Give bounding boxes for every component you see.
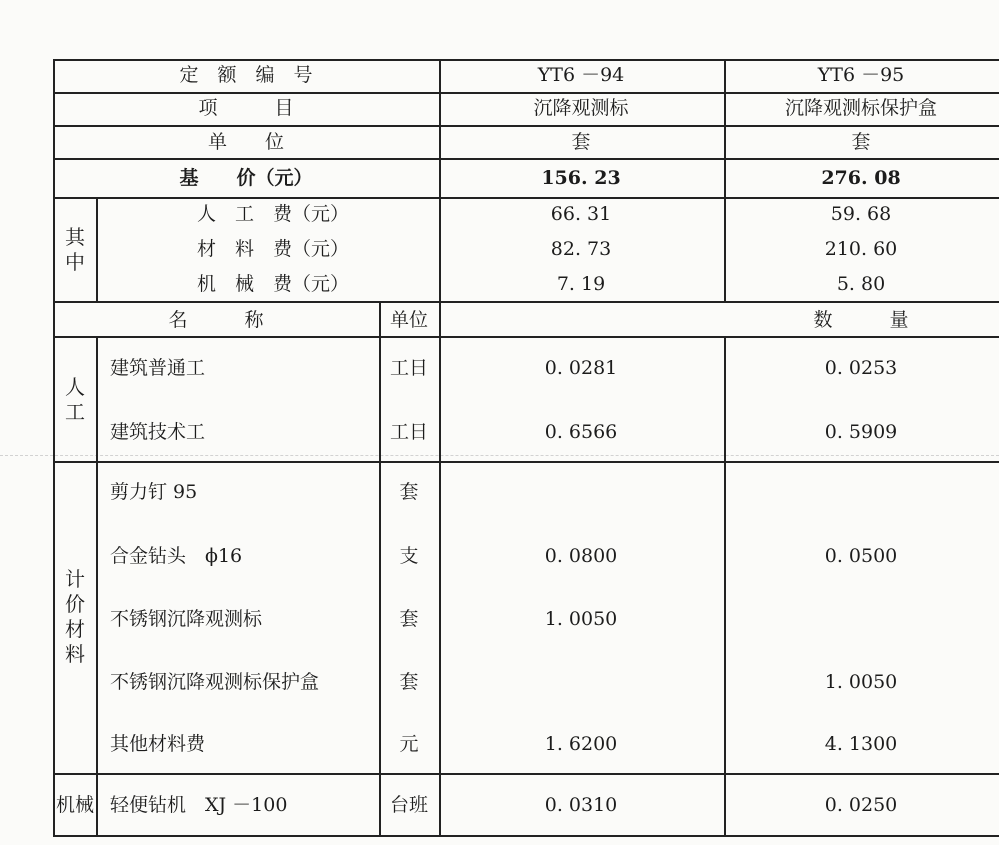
label-column-rule	[439, 59, 441, 837]
base-price-col1: 156. 23	[541, 167, 621, 189]
item-name-col1: 沉降观测标	[533, 97, 629, 119]
row-qty-col2: 1. 0050	[824, 671, 898, 693]
group-column-rule	[96, 336, 98, 837]
machine-cost-label: 机 械 费（元）	[196, 273, 350, 295]
base-price-label: 基 价（元）	[179, 167, 313, 189]
row-qty-col2: 0. 0250	[824, 794, 898, 816]
row-qty-col2: 0. 0253	[824, 357, 898, 379]
row-unit: 台班	[389, 794, 429, 816]
material-name: 合金钻头 ϕ16	[110, 545, 243, 567]
machine-cost-col2: 5. 80	[836, 273, 886, 295]
machinery-group-label: 机械	[55, 794, 95, 816]
row-unit: 元	[399, 733, 419, 755]
table-top-border	[53, 59, 999, 61]
row-rule	[53, 461, 999, 463]
material-name: 剪力钉 95	[110, 481, 198, 503]
labor-cost-col1: 66. 31	[550, 203, 612, 225]
row-qty-col1: 0. 0281	[544, 357, 618, 379]
row-rule	[53, 197, 999, 199]
row-qty-col1: 0. 6566	[544, 421, 618, 443]
row-rule	[53, 336, 999, 338]
row-qty-col1: 1. 0050	[544, 608, 618, 630]
name-column-header: 名 称	[168, 309, 264, 331]
material-name: 不锈钢沉降观测标保护盒	[110, 671, 320, 693]
material-cost-col2: 210. 60	[824, 238, 898, 260]
row-qty-col2: 0. 5909	[824, 421, 898, 443]
material-name: 不锈钢沉降观测标	[110, 608, 263, 630]
breakdown-group-label: 其中	[65, 225, 85, 274]
labor-cost-label: 人 工 费（元）	[196, 203, 350, 225]
material-cost-col1: 82. 73	[550, 238, 612, 260]
row-unit: 套	[399, 608, 419, 630]
quota-table	[53, 59, 999, 837]
machine-cost-col1: 7. 19	[556, 273, 606, 295]
row-unit: 支	[399, 545, 419, 567]
quantity-column-header: 数 量	[813, 309, 909, 331]
row-qty-col2: 4. 1300	[824, 733, 898, 755]
material-name: 轻便钻机 XJ －100	[110, 794, 288, 816]
row-rule	[53, 773, 999, 775]
quota-code-yt6-94: YT6 －94	[537, 64, 625, 86]
labor-group-label: 人工	[65, 375, 85, 424]
row-qty-col1: 0. 0800	[544, 545, 618, 567]
material-cost-label: 材 料 费（元）	[196, 238, 350, 260]
quota-code-yt6-95: YT6 －95	[817, 64, 905, 86]
base-price-col2: 276. 08	[821, 167, 901, 189]
unit-column-header: 单位	[389, 309, 429, 331]
value-column-rule	[724, 59, 726, 301]
material-name: 建筑普通工	[110, 357, 206, 379]
table-left-border	[53, 59, 55, 837]
material-name: 其他材料费	[110, 733, 206, 755]
row-rule	[53, 92, 999, 94]
item-label: 项 目	[198, 97, 294, 119]
row-rule	[53, 301, 999, 303]
row-qty-col1: 1. 6200	[544, 733, 618, 755]
row-rule	[53, 158, 999, 160]
unit-col2: 套	[851, 131, 871, 153]
item-name-col2: 沉降观测标保护盒	[784, 97, 938, 119]
labor-cost-col2: 59. 68	[830, 203, 892, 225]
unit-column-rule	[379, 301, 381, 837]
row-qty-col2: 0. 0500	[824, 545, 898, 567]
quota-code-label: 定 额 编 号	[179, 64, 313, 86]
materials-group-label: 计价材料	[65, 567, 85, 666]
group-column-rule	[96, 197, 98, 301]
material-name: 建筑技术工	[110, 421, 206, 443]
row-unit: 工日	[389, 357, 429, 379]
unit-col1: 套	[571, 131, 591, 153]
row-unit: 工日	[389, 421, 429, 443]
row-unit: 套	[399, 671, 419, 693]
row-rule	[53, 125, 999, 127]
value-column-rule	[724, 336, 726, 837]
row-qty-col1: 0. 0310	[544, 794, 618, 816]
unit-label: 单 位	[207, 131, 285, 153]
table-bottom-border	[53, 835, 999, 837]
row-unit: 套	[399, 481, 419, 503]
